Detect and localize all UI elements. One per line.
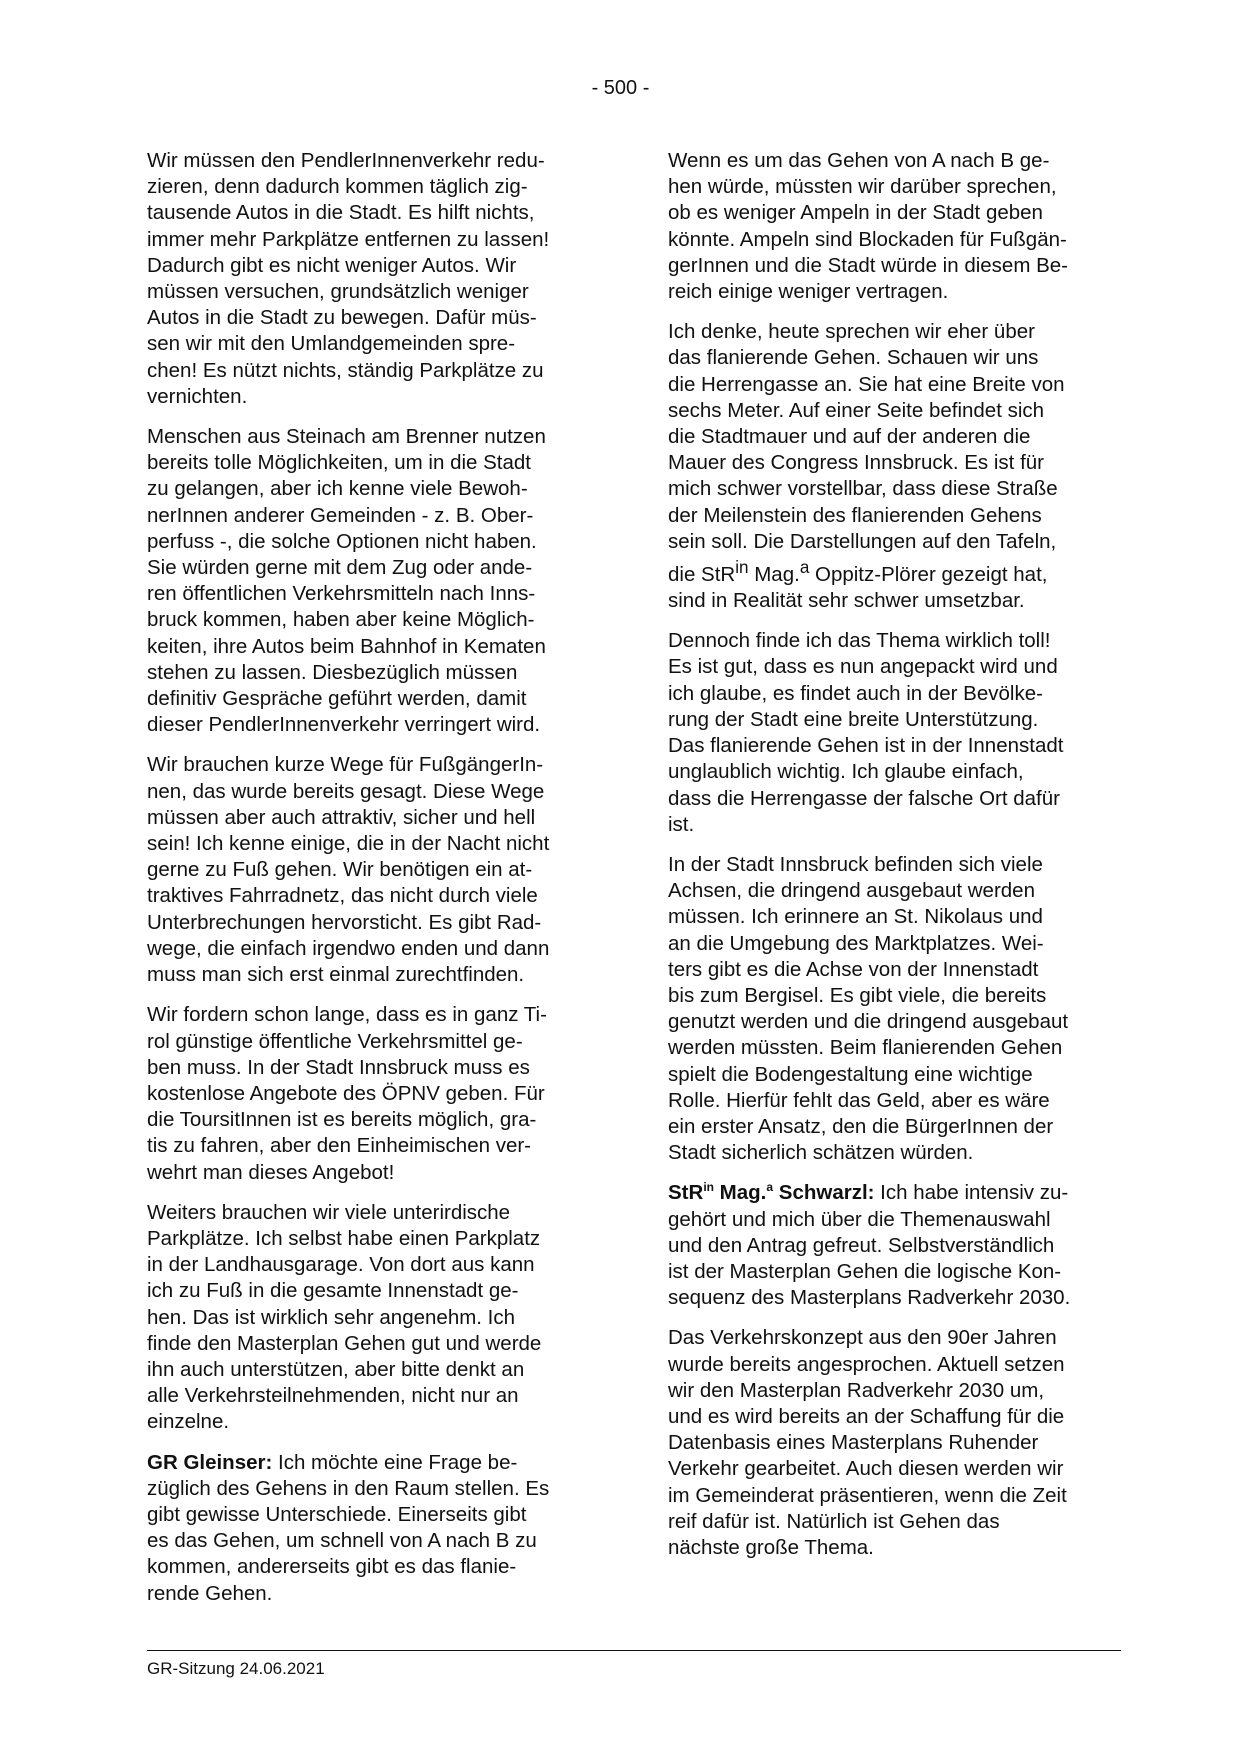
paragraph: Dennoch finde ich das Thema wirklich toll! Es ist gut, dass es nun angepackt wird und ich glaube, es findet auch in der Bevölke- rung der Stadt eine breite Unterstützung. Das flanierende Gehen ist in der Innenstadt unglaublich wichtig. Ich glaube einfach, dass die Herrengasse der falsche Ort dafür ist.: [668, 629, 1064, 836]
speaker-name: GR Gleinser:: [147, 1450, 273, 1474]
left-column: [147, 148, 599, 1621]
paragraph: Wir brauchen kurze Wege für FußgängerIn- nen, das wurde bereits gesagt. Diese Wege müssen aber auch attraktiv, sicher und hell sein! Ich kenne einige, die in der Nacht nicht gerne zu Fuß gehen. Wir benötigen ein at- traktives Fahrradnetz, das nicht durch viele Unterbrechungen hervorsticht. Es gibt Rad- wege, die einfach irgendwo enden und dann muss man sich erst einmal zurechtfinden.: [147, 753, 550, 987]
paragraph: Wir müssen den PendlerInnenverkehr redu- zieren, denn dadurch kommen täglich zig- tausende Autos in die Stadt. Es hilft nichts, immer mehr Parkplätze entfernen zu lassen! Dadurch gibt es nicht weniger Autos. Wir müssen versuchen, grundsätzlich weniger Autos in die Stadt zu bewegen. Dafür müs- sen wir mit den Umlandgemeinden spre- chen! Es nützt nichts, ständig Parkplätze zu vernichten.: [147, 149, 550, 408]
paragraph: Weiters brauchen wir viele unterirdische Parkplätze. Ich selbst habe einen Parkplatz in der Landhausgarage. Von dort aus kann ich zu Fuß in die gesamte Innenstadt ge- hen. Das ist wirklich sehr angenehm. Ich finde den Masterplan Gehen gut und werde ihn auch unterstützen, aber bitte denkt an alle Verkehrsteilnehmenden, nicht nur an einzelne.: [147, 1200, 542, 1434]
speech-text: Ich möchte eine Frage be- züglich des Gehens in den Raum stellen. Es gibt gewisse Unterschiede. Einerseits gibt es das Gehen, um schnell von A nach B zu kommen, andererseits gibt es das flanie- rende Gehen.: [147, 1450, 550, 1605]
paragraph: Menschen aus Steinach am Brenner nutzen bereits tolle Möglichkeiten, um in die Stadt zu gelangen, aber ich kenne viele Bewoh- nerInnen anderer Gemeinden - z. B. Ober- perfuss -, die solche Optionen nicht haben. Sie würden gerne mit dem Zug oder ande- ren öffentlichen Verkehrsmitteln nach Inns- bruck kommen, haben aber keine Möglich- keiten, ihre Autos beim Bahnhof in Kematen stehen zu lassen. Diesbezüglich müssen definitiv Gespräche geführt werden, damit dieser PendlerInnenverkehr verringert wird.: [147, 425, 546, 737]
speech-text: Ich habe intensiv zu- gehört und mich über die Themenauswahl und den Antrag gefreut. Selbstverständlich ist der Masterplan Gehen die logische Kon- sequenz des Masterplans Radverkehr 2030.: [668, 1181, 1071, 1310]
paragraph: Wenn es um das Gehen von A nach B ge- hen würde, müssten wir darüber sprechen, ob es weniger Ampeln in der Stadt geben könnte. Ampeln sind Blockaden für Fußgän- gerInnen und die Stadt würde in diesem Be- reich einige weniger vertragen.: [668, 149, 1069, 304]
paragraph-text: Mag.: [748, 562, 800, 586]
page-number: - 500 -: [591, 77, 650, 99]
superscript: in: [735, 558, 749, 578]
paragraph: In der Stadt Innsbruck befinden sich viele Achsen, die dringend ausgebaut werden müssen. Ich erinnere an St. Nikolaus und an die Umgebung des Marktplatzes. Wei- ters gibt es die Achse von der Innenstadt bis zum Bergisel. Es gibt viele, die bereits genutzt werden und die dringend ausgebaut werden müssten. Beim flanierenden Gehen spielt die Bodengestaltung eine wichtige Rolle. Hierfür fehlt das Geld, aber es wäre ein erster Ansatz, den die BürgerInnen der Stadt sicherlich schätzen würden.: [668, 852, 1069, 1165]
superscript: in: [703, 1180, 714, 1195]
footer-session-date: GR-Sitzung 24.06.2021: [147, 1659, 325, 1678]
paragraph: Wir fordern schon lange, dass es in ganz Ti- rol günstige öffentliche Verkehrsmittel ge- ben muss. In der Stadt Innsbruck muss es kostenlose Angebote des ÖPNV geben. Für die ToursitInnen ist es bereits möglich, gra- tis zu fahren, aber den Einheimischen ver- wehrt man dieses Angebot!: [147, 1003, 547, 1184]
paragraph: [668, 319, 1120, 614]
superscript: a: [766, 1180, 774, 1195]
speech-paragraph: [147, 1450, 599, 1607]
speech-paragraph: [668, 1180, 1120, 1311]
paragraph: Das Verkehrskonzept aus den 90er Jahren wurde bereits angesprochen. Aktuell setzen wir den Masterplan Radverkehr 2030 um, und es wird bereits an der Schaffung für die Datenbasis eines Masterplans Ruhender Verkehr gearbeitet. Auch diesen werden wir im Gemeinderat präsentieren, wenn die Zeit reif dafür ist. Natürlich ist Gehen das nächste große Thema.: [668, 1326, 1067, 1559]
footer-divider: [147, 1650, 1121, 1651]
speaker-title: Mag.: [713, 1181, 767, 1205]
superscript: a: [799, 558, 810, 578]
right-column: [668, 148, 1120, 1575]
paragraph-text: Ich denke, heute sprechen wir eher über das flanierende Gehen. Schauen wir uns die Herrengasse an. Sie hat eine Breite von sechs Meter. Auf einer Seite befindet sich die Stadtmauer und auf der anderen die Mauer des Congress Innsbruck. Es ist für mich schwer vorstellbar, dass diese Straße der Meilenstein des flanierenden Gehens sein soll. Die Darstellungen auf den Tafeln, die StR: [668, 320, 1065, 586]
speaker-name: [668, 1181, 874, 1204]
paragraph-text: Oppitz-Plörer gezeigt hat, sind in Realität sehr schwer umsetzbar.: [668, 562, 1048, 613]
speaker-title: StR: [668, 1181, 704, 1205]
speaker-surname: Schwarzl:: [773, 1181, 875, 1205]
